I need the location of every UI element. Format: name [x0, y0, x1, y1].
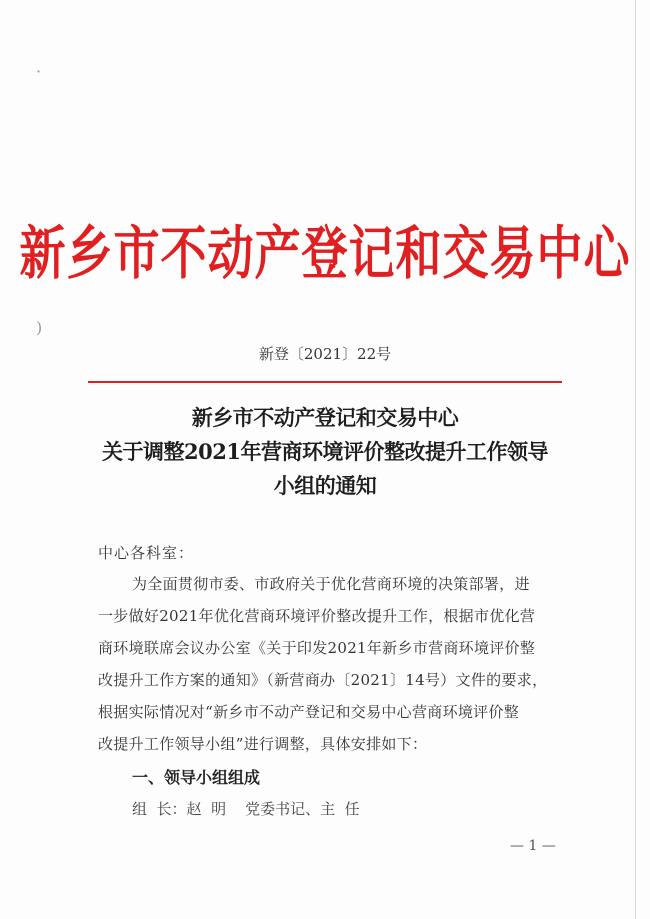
group-leader-line: 组 长：赵 明 党委书记、主 任 [132, 800, 360, 818]
body-paragraph-line: 根据实际情况对“新乡市不动产登记和交易中心营商环境评价整 [98, 703, 520, 721]
section-heading: 一、领导小组组成 [132, 768, 261, 787]
body-paragraph-line: 一步做好2021年优化营商环境评价整改提升工作，根据市优化营 [98, 607, 536, 625]
document-number: 新登〔2021〕22号 [258, 345, 392, 363]
page-number: — 1 — [510, 838, 556, 854]
salutation: 中心各科室： [98, 544, 195, 562]
notice-title-line-1: 新乡市不动产登记和交易中心 [191, 405, 459, 430]
body-paragraph-line: 为全面贯彻市委、市政府关于优化营商环境的决策部署，进 [132, 575, 530, 593]
org-header-title: 新乡市不动产登记和交易中心 [19, 219, 631, 287]
body-paragraph-line: 改提升工作方案的通知》（新营商办〔2021〕14号）文件的要求， [98, 671, 548, 689]
notice-title-line-3: 小组的通知 [273, 473, 377, 498]
scan-mark: ) [36, 318, 43, 337]
scan-mark: · [36, 62, 42, 81]
body-paragraph-line: 改提升工作领导小组”进行调整，具体安排如下： [98, 735, 428, 753]
body-paragraph-line: 商环境联席会议办公室《关于印发2021年新乡市营商环境评价整 [98, 639, 536, 657]
notice-title-line-2: 关于调整2021年营商环境评价整改提升工作领导 [102, 439, 548, 464]
red-divider-rule [88, 381, 562, 383]
